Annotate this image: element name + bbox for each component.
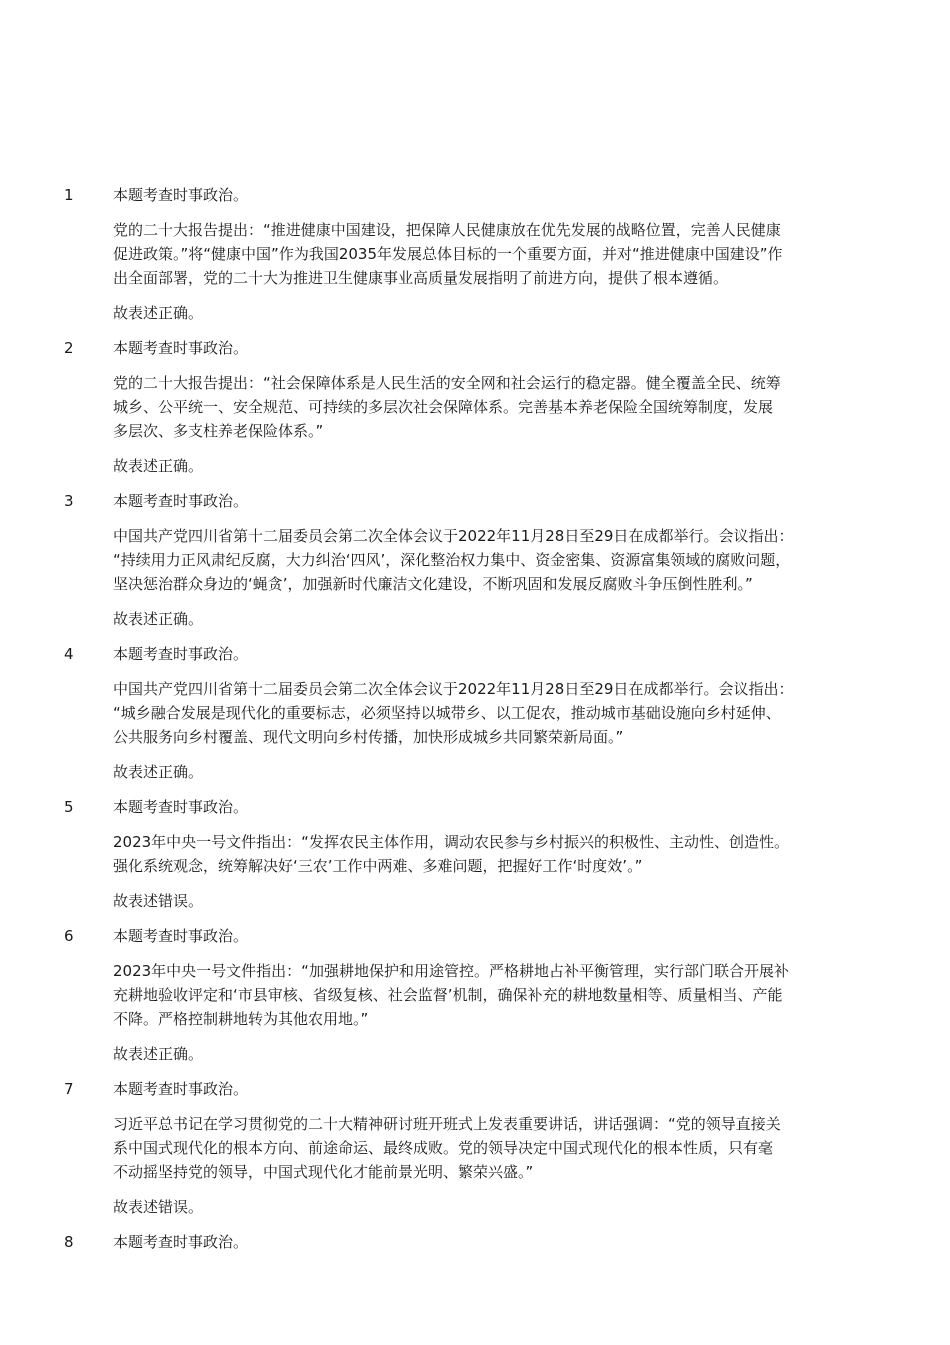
item-explanation [113, 677, 863, 749]
item-heading: 本题考查时事政治。 [113, 645, 249, 663]
item-verdict: 故表述正确。 [113, 304, 204, 322]
explanation-line: 充耕地验收评定和‘市县审核、省级复核、社会监督’机制，确保补充的耕地数量相等、质量相当、产能 [113, 986, 783, 1004]
item-verdict: 故表述错误。 [113, 892, 204, 910]
explanation-line: 党的二十大报告提出：“社会保障体系是人民生活的安全网和社会运行的稳定器。健全覆盖全民、统筹 [113, 374, 781, 392]
explanation-line: 系中国式现代化的根本方向、前途命运、最终成败。党的领导决定中国式现代化的根本性质，只有毫 [113, 1139, 774, 1157]
explanation-line: 公共服务向乡村覆盖、现代文明向乡村传播，加快形成城乡共同繁荣新局面。” [113, 728, 624, 746]
item-explanation [113, 830, 863, 878]
answer-entry-2 [0, 336, 950, 478]
explanation-line: “持续用力正风肃纪反腐，大力纠治‘四风’，深化整治权力集中、资金密集、资源富集领域的腐败问题， [113, 551, 791, 569]
item-number: 7 [64, 1080, 74, 1098]
item-number: 1 [64, 186, 74, 204]
explanation-line: “城乡融合发展是现代化的重要标志，必须坚持以城带乡、以工促农，推动城市基础设施向乡村延伸、 [113, 704, 781, 722]
answer-entry-5 [0, 795, 950, 913]
item-heading: 本题考查时事政治。 [113, 492, 249, 510]
explanation-line: 坚决惩治群众身边的‘蝇贪’，加强新时代廉洁文化建设，不断巩固和发展反腐败斗争压倒性胜利。” [113, 575, 753, 593]
explanation-line: 多层次、多支柱养老保险体系。” [113, 422, 324, 440]
explanation-line: 党的二十大报告提出：“推进健康中国建设，把保障人民健康放在优先发展的战略位置，完善人民健康 [113, 221, 781, 239]
explanation-line: 出全面部署，党的二十大为推进卫生健康事业高质量发展指明了前进方向，提供了根本遵循。 [113, 269, 729, 287]
answer-entry-1 [0, 183, 950, 325]
answer-entry-6 [0, 924, 950, 1066]
explanation-line: 习近平总书记在学习贯彻党的二十大精神研讨班开班式上发表重要讲话，讲话强调：“党的领导直接关 [113, 1115, 781, 1133]
explanation-line: 中国共产党四川省第十二届委员会第二次全体会议于2022年11月28日至29日在成都举行。会议指出： [113, 680, 794, 698]
item-heading: 本题考查时事政治。 [113, 339, 249, 357]
item-verdict: 故表述正确。 [113, 610, 204, 628]
explanation-line: 促进政策。”将“健康中国”作为我国2035年发展总体目标的一个重要方面，并对“推进健康中国建设”作 [113, 245, 783, 263]
item-number: 3 [64, 492, 74, 510]
item-heading: 本题考查时事政治。 [113, 927, 249, 945]
item-explanation [113, 959, 863, 1031]
item-heading: 本题考查时事政治。 [113, 1080, 249, 1098]
item-explanation [113, 218, 863, 290]
explanation-line: 2023年中央一号文件指出：“加强耕地保护和用途管控。严格耕地占补平衡管理，实行部门联合开展补 [113, 962, 789, 980]
answer-list [0, 183, 950, 1254]
item-number: 4 [64, 645, 74, 663]
explanation-line: 强化系统观念，统筹解决好‘三农’工作中两难、多难问题，把握好工作‘时度效’。” [113, 857, 643, 875]
explanation-line: 不动摇坚持党的领导，中国式现代化才能前景光明、繁荣兴盛。” [113, 1163, 534, 1181]
item-number: 2 [64, 339, 74, 357]
answer-entry-4 [0, 642, 950, 784]
item-verdict: 故表述正确。 [113, 763, 204, 781]
item-explanation [113, 524, 863, 596]
item-explanation [113, 1112, 863, 1184]
item-number: 8 [64, 1233, 74, 1251]
item-heading: 本题考查时事政治。 [113, 1233, 249, 1251]
item-heading: 本题考查时事政治。 [113, 798, 249, 816]
explanation-line: 2023年中央一号文件指出：“发挥农民主体作用，调动农民参与乡村振兴的积极性、主动性、创造性。 [113, 833, 789, 851]
item-explanation [113, 371, 863, 443]
item-verdict: 故表述正确。 [113, 1045, 204, 1063]
explanation-line: 城乡、公平统一、安全规范、可持续的多层次社会保障体系。完善基本养老保险全国统筹制度，发展 [113, 398, 774, 416]
item-verdict: 故表述正确。 [113, 457, 204, 475]
item-number: 5 [64, 798, 74, 816]
answer-entry-7 [0, 1077, 950, 1219]
item-verdict: 故表述错误。 [113, 1198, 204, 1216]
answer-entry-3 [0, 489, 950, 631]
explanation-line: 中国共产党四川省第十二届委员会第二次全体会议于2022年11月28日至29日在成都举行。会议指出： [113, 527, 794, 545]
item-number: 6 [64, 927, 74, 945]
explanation-line: 不降。严格控制耕地转为其他农用地。” [113, 1010, 369, 1028]
answer-entry-8 [0, 1230, 950, 1254]
item-heading: 本题考查时事政治。 [113, 186, 249, 204]
